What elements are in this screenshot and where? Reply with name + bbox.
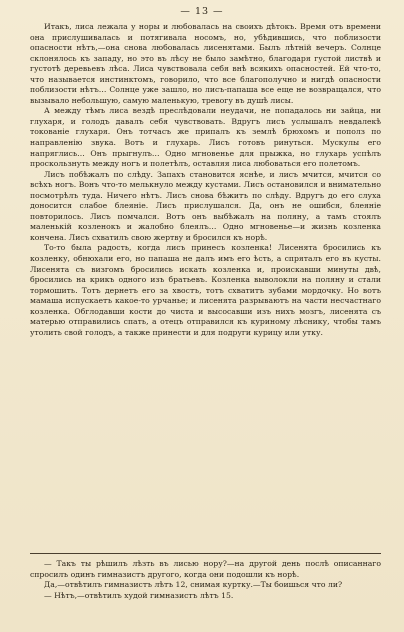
dialogue-line-1: — Такъ ты рѣшилъ лѣзть въ лисью нору?—на другой день послѣ описаннаго спросилъ одинъ гимназистъ другого, когда они подошли къ норѣ. [30,559,381,579]
paragraph-2: А между тѣмъ лиса вездѣ преслѣдовали неудачи, не попадалось ни зайца, ни глухаря, и голодъ давалъ себя чувствовать. Вдругъ лисъ услышалъ невдалекѣ токованіе глухаря. Онъ тотчасъ же припалъ къ землѣ брюхомъ и пополз по направленію звука. Вотъ и глухарь. Лисъ готовъ ринуться. Мускулы его напряглись… Онъ прыгнулъ… Одно мгновенье для прыжка, но глухарь успѣлъ проскользнуть между ногъ и полетѣлъ, оставляя лиса любоваться его полетомъ. [30,106,381,169]
dialogue-line-3: — Нѣтъ,—отвѣтилъ худой гимназистъ лѣтъ 15. [44,590,234,600]
dialogue-line-2: Да,—отвѣтилъ гимназистъ лѣтъ 12, снимая куртку.—Ты боишься что ли? [44,580,343,590]
section-divider [30,553,381,554]
dialogue-section [30,559,381,601]
paragraph-1: Итакъ, лиса лежала у норы и любовалась на своихъ дѣтокъ. Время отъ времени она прислушивалась и потягивала носомъ, но, убѣдившись, что поблизости опасности нѣтъ,—она снова любовалась лисенятами. Былъ лѣтній вечеръ. Солнце склонялось къ западу, но это въ лѣсу не было замѣтно, благодаря густой листвѣ и густотѣ деревьевъ лѣса. Лиса чувствовала себя внѣ всякихъ опасностей. Ей что-то, что называется инстинктомъ, говорило, что все благополучно и нигдѣ опасности поблизости нѣтъ… Солнце уже зашло, но лисъ-папаша все еще не возвращался, что вызывало небольшую, самую маленькую, тревогу въ душѣ лисы. [30,22,381,105]
paragraph-3: Лисъ побѣжалъ по слѣду. Запахъ становится яснѣе, и лисъ мчится, мчится со всѣхъ ногъ. Вонъ что-то мелькнуло между кустами. Лисъ остановился и внимательно посмотрѣлъ туда. Ничего нѣтъ. Лисъ снова бѣжитъ по слѣду. Вдругъ до его слуха доносится слабое блеяніе. Лисъ прислушался. Да, онъ не ошибся, блеяніе повторилось. Лисъ помчался. Вотъ онъ выбѣжалъ на поляну, а тамъ стоялъ маленькій козленокъ и жалобно блеялъ… Одно мгновенье—и жизнь козленка кончена. Лисъ схватилъ свою жертву и бросился къ норѣ. [30,169,381,242]
paragraph-4: То-то была радость, когда лисъ принесъ козленка! Лисенята бросились къ козленку, обнюхали его, но папаша не далъ имъ его ѣсть, а спряталъ его въ кусты. Лисенята съ визгомъ бросились искать козленка и, проискавши минуты двѣ, бросились на крикъ одного изъ братьевъ. Козленка выволокли на поляну и стали тормошить. Тотъ дернетъ его за хвостъ, тотъ схватитъ зубами мордочку. Но вотъ мамаша испускаетъ какое-то урчанье; и лисенята разрываютъ на части несчастнаго козленка. Обглодавши кости до чиста и высосавши изъ нихъ мозгъ, лисенята съ матерью отправились спать, а отецъ отправился къ куриному лѣснику, чтобы тамъ утолить свой голодъ, а также принести и для подруги курицу или утку. [30,243,381,337]
main-text [30,22,381,338]
page-number: — 13 — [180,6,224,17]
